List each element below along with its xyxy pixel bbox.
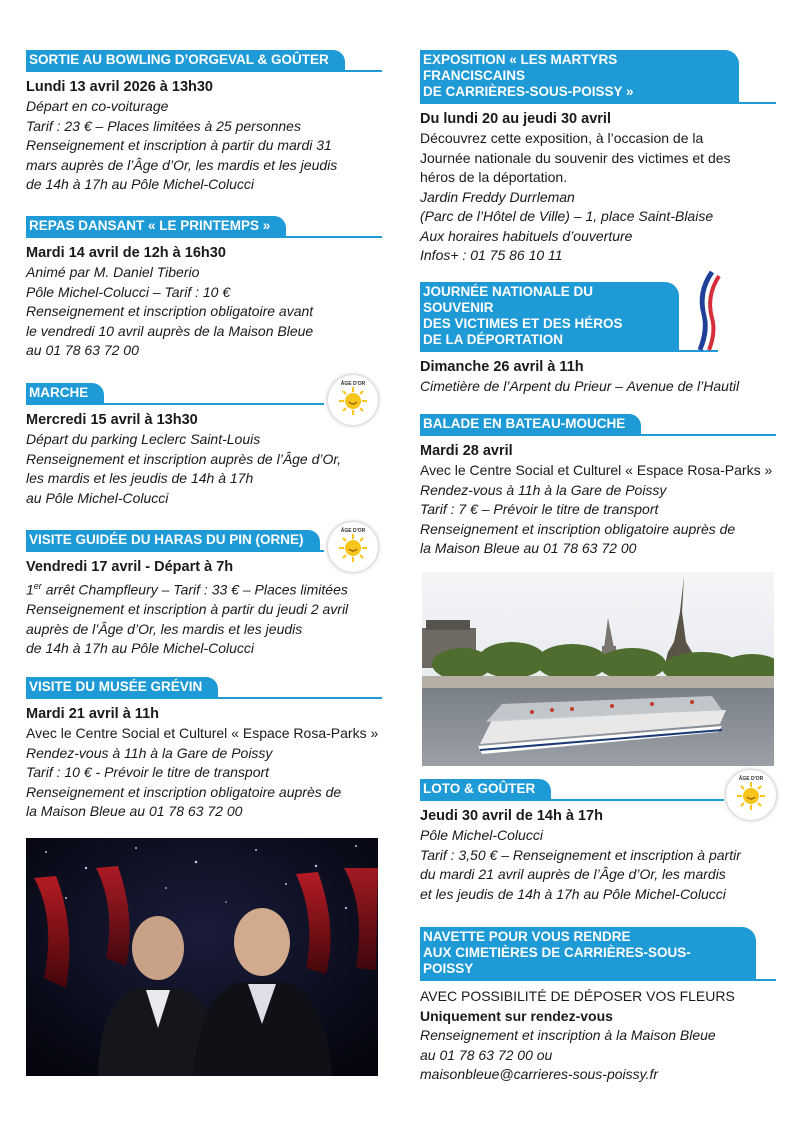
event-line: Rendez-vous à 11h à la Gare de Poissy	[420, 481, 667, 498]
section-title: REPAS DANSANT « LE PRINTEMPS »	[26, 216, 286, 236]
event-date: Mardi 21 avril à 11h	[26, 706, 159, 722]
header-rule	[26, 403, 324, 405]
section-header	[26, 677, 382, 697]
event-line: au 01 78 63 72 00 ou	[420, 1046, 553, 1063]
age-dor-badge	[328, 375, 378, 425]
event-line	[26, 577, 382, 600]
event-date: Du lundi 20 au jeudi 30 avril	[420, 111, 611, 127]
event-line: le vendredi 10 avril auprès de la Maison Bleue	[26, 322, 314, 339]
event-line: Avec le Centre Social et Culturel « Espace Rosa-Parks »	[26, 725, 379, 741]
event-line: Cimetière de l’Arpent du Prieur – Avenue de l’Hautil	[420, 378, 740, 394]
age-dor-badge	[328, 522, 378, 572]
event-line: au Pôle Michel-Colucci	[26, 489, 169, 506]
event-date: Dimanche 26 avril à 11h	[420, 359, 584, 375]
event-line: Renseignement et inscription auprès de l’Âge d’Or,	[26, 450, 342, 467]
ordinal-suffix: er	[33, 581, 42, 591]
event-line: Renseignement et inscription obligatoire auprès de	[26, 783, 342, 800]
section-title: SORTIE AU BOWLING D’ORGEVAL & GOÛTER	[26, 50, 345, 70]
event-line: AVEC POSSIBILITÉ DE DÉPOSER VOS FLEURS	[420, 988, 735, 1004]
section-header	[26, 50, 382, 70]
event-line: Avec le Centre Social et Culturel « Espace Rosa-Parks »	[420, 462, 773, 478]
event-journee-souvenir	[420, 282, 776, 397]
event-line: Tarif : 7 € – Prévoir le titre de transport	[420, 501, 659, 517]
section-title-line: DE LA DÉPORTATION	[423, 332, 563, 347]
event-loto	[420, 779, 776, 904]
event-line: Renseignement et inscription à partir du mardi 31	[26, 137, 332, 153]
section-title-line: JOURNÉE NATIONALE DU SOUVENIR	[423, 284, 594, 315]
section-header	[420, 779, 776, 799]
section-title: MARCHE	[26, 383, 104, 403]
section-title-line: DES VICTIMES ET DES HÉROS	[423, 316, 623, 331]
event-line: Tarif : 10 € - Prévoir le titre de transport	[26, 764, 270, 780]
event-date: Vendredi 17 avril - Départ à 7h	[26, 559, 234, 575]
event-line: au 01 78 63 72 00	[26, 342, 139, 358]
event-line: la Maison Bleue au 01 78 63 72 00	[420, 540, 637, 556]
section-header	[420, 50, 776, 102]
section-title	[420, 50, 739, 102]
event-line: mars auprès de l’Âge d’Or, les mardis et les jeudis	[26, 156, 338, 173]
event-exposition	[420, 50, 776, 266]
event-line: Renseignement et inscription à la Maison Bleue	[420, 1027, 716, 1043]
event-line: Renseignement et inscription obligatoire avant	[26, 303, 314, 319]
event-line: Départ du parking Leclerc Saint-Louis	[26, 431, 261, 447]
event-date: Lundi 13 avril 2026 à 13h30	[26, 79, 213, 95]
header-rule	[26, 697, 382, 699]
badge-label: ÂGE D'OR	[340, 528, 366, 534]
sun-icon	[737, 782, 765, 810]
section-title-line: AUX CIMETIÈRES DE CARRIÈRES-SOUS-POISSY	[423, 945, 691, 976]
sun-icon	[339, 387, 367, 415]
event-line: Uniquement sur rendez-vous	[420, 1007, 613, 1024]
event-line: Tarif : 23 € – Places limitées à 25 personnes	[26, 117, 301, 134]
grevin-photo	[26, 838, 378, 1076]
event-line: de 14h à 17h au Pôle Michel-Colucci	[26, 176, 255, 192]
event-date: Mercredi 15 avril à 13h30	[26, 412, 198, 428]
event-line: la Maison Bleue au 01 78 63 72 00	[26, 803, 243, 819]
section-title	[420, 282, 679, 350]
section-title	[420, 927, 756, 979]
section-header	[420, 927, 776, 979]
header-rule	[420, 350, 718, 352]
event-repas-dansant	[26, 216, 382, 361]
french-flag-ribbon-icon	[690, 270, 722, 352]
event-date: Mardi 28 avril	[420, 443, 513, 459]
event-line: du mardi 21 avril auprès de l’Âge d’Or, les mardis	[420, 866, 726, 882]
event-date: Mardi 14 avril de 12h à 16h30	[26, 245, 226, 261]
event-line: les mardis et les jeudis de 14h à 17h	[26, 470, 254, 486]
section-title: VISITE GUIDÉE DU HARAS DU PIN (ORNE)	[26, 530, 320, 550]
event-bowling	[26, 50, 382, 195]
sun-icon	[339, 534, 367, 562]
section-title-line: NAVETTE POUR VOUS RENDRE	[423, 929, 631, 944]
age-dor-badge	[726, 770, 776, 820]
event-line: auprès de l’Âge d’Or, les mardis et les jeudis	[26, 620, 303, 637]
event-line: Pôle Michel-Colucci – Tarif : 10 €	[26, 283, 231, 300]
event-line: de 14h à 17h au Pôle Michel-Colucci	[26, 640, 255, 657]
header-rule	[420, 979, 776, 981]
event-date: Jeudi 30 avril de 14h à 17h	[420, 808, 603, 824]
badge-label: ÂGE D'OR	[738, 776, 764, 782]
event-bateau-mouche	[420, 414, 776, 559]
event-line: Jardin Freddy Durrleman	[420, 188, 575, 205]
event-line: Pôle Michel-Colucci	[420, 827, 543, 843]
section-header	[420, 414, 776, 434]
event-line: Tarif : 3,50 € – Renseignement et inscription à partir	[420, 846, 741, 863]
header-rule	[26, 236, 382, 238]
event-line: héros de la déportation.	[420, 169, 568, 185]
bateau-mouche-photo-image	[422, 572, 774, 766]
header-rule	[420, 434, 776, 436]
header-rule	[420, 102, 776, 104]
section-title: VISITE DU MUSÉE GRÉVIN	[26, 677, 218, 697]
section-title-line: DE CARRIÈRES-SOUS-POISSY »	[423, 84, 634, 99]
event-line: Renseignement et inscription à partir du jeudi 2 avril	[26, 601, 349, 618]
event-line-rest: arrêt Champfleury – Tarif : 33 € – Places limitées	[41, 581, 348, 598]
section-title: BALADE EN BATEAU-MOUCHE	[420, 414, 641, 434]
bateau-mouche-photo	[422, 572, 774, 766]
event-line: Infos+ : 01 75 86 10 11	[420, 247, 563, 263]
section-title-line: EXPOSITION « LES MARTYRS FRANCISCAINS	[423, 52, 618, 83]
event-line: Renseignement et inscription obligatoire auprès de	[420, 520, 736, 537]
header-rule	[26, 550, 324, 552]
event-musee-grevin	[26, 677, 382, 822]
event-line: Rendez-vous à 11h à la Gare de Poissy	[26, 744, 273, 761]
grevin-photo-image	[26, 838, 378, 1076]
event-line: Découvrez cette exposition, à l’occasion de la	[420, 130, 704, 146]
badge-label: ÂGE D'OR	[340, 381, 366, 387]
section-header	[420, 282, 776, 350]
event-line: (Parc de l’Hôtel de Ville) – 1, place Saint-Blaise	[420, 208, 714, 224]
event-line: et les jeudis de 14h à 17h au Pôle Michel-Colucci	[420, 885, 726, 902]
section-header	[26, 216, 382, 236]
event-line: Départ en co-voiturage	[26, 98, 169, 114]
event-line: Journée nationale du souvenir des victimes et des	[420, 149, 731, 166]
email-link[interactable]: maisonbleue@carrieres-sous-poissy.fr	[420, 1066, 659, 1082]
header-rule	[420, 799, 724, 801]
section-title: LOTO & GOÛTER	[420, 779, 551, 799]
ordinal-number: 1	[26, 581, 34, 598]
event-line: Animé par M. Daniel Tiberio	[26, 264, 200, 280]
header-rule	[26, 70, 382, 72]
event-line: Aux horaires habituels d’ouverture	[420, 227, 633, 244]
event-navette	[420, 927, 776, 1085]
